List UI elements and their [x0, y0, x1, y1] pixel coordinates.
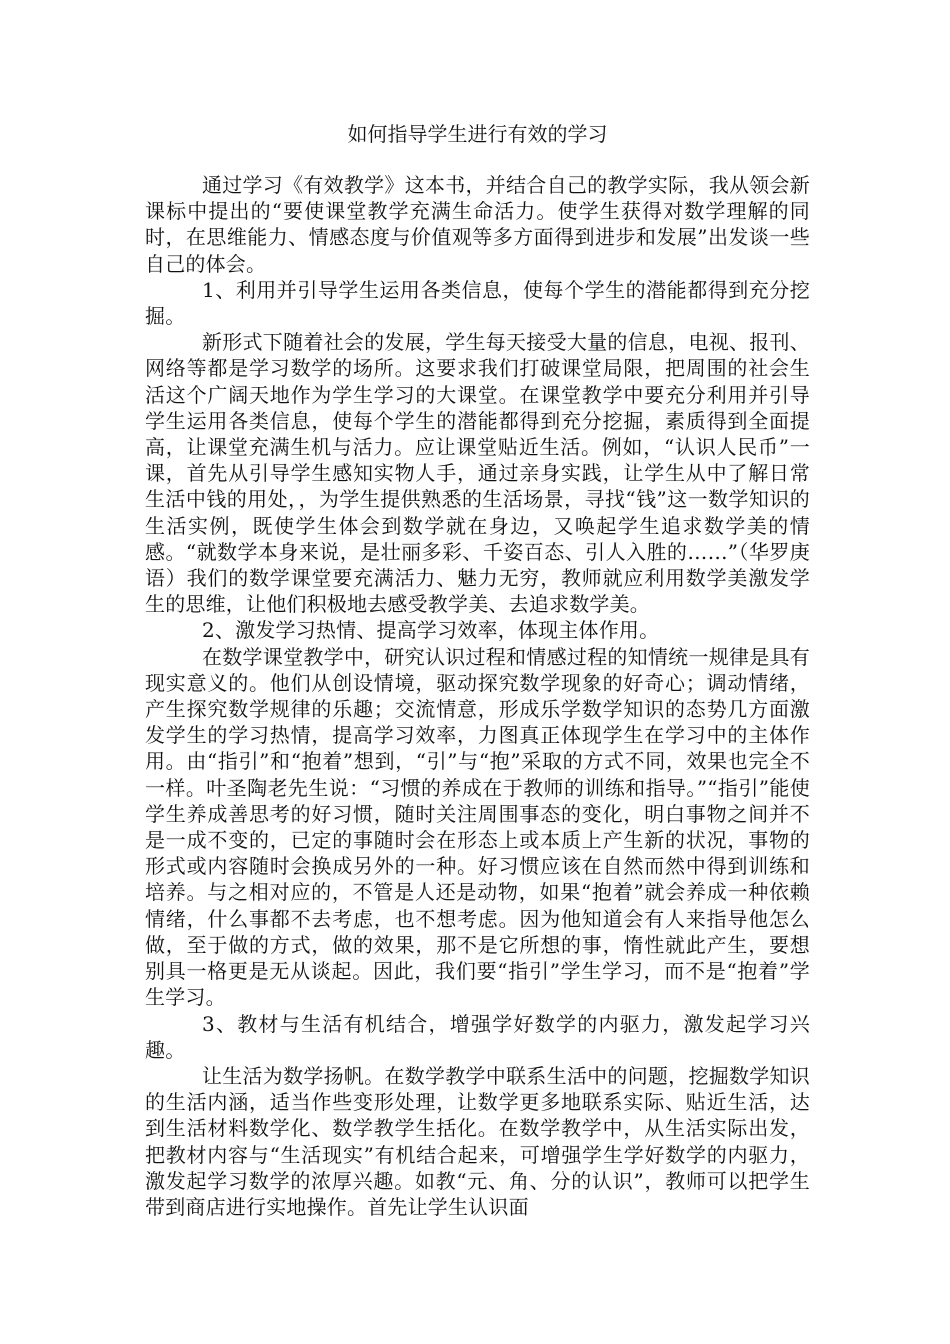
section-2-body: 在数学课堂教学中，研究认识过程和情感过程的知情统一规律是具有现实意义的。他们从创设情境，驱动探究数学现象的好奇心；调动情绪，产生探究数学规律的乐趣；交流情意，形成乐学数学知识的态势几方面激发学生的学习热情，提高学习效率，力图真正体现学生在学习中的主体作用。由“指引”和“抱着”想到，“引”与“抱”采取的方式不同，效果也完全不一样。叶圣陶老先生说：“习惯的养成在于教师的训练和指导。”“指引”能使学生养成善思考的好习惯，随时关注周围事态的变化，明白事物之间并不是一成不变的，已定的事随时会在形态上或本质上产生新的状况，事物的形式或内容随时会换成另外的一种。好习惯应该在自然而然中得到训练和培养。与之相对应的，不管是人还是动物，如果“抱着”就会养成一种依赖情绪，什么事都不去考虑，也不想考虑。因为他知道会有人来指导他怎么做，至于做的方式，做的效果，那不是它所想的事，惰性就此产生，要想别具一格更是无从谈起。因此，我们要“指引”学生学习，而不是“抱着”学生学习。: [145, 644, 810, 1010]
document-title: 如何指导学生进行有效的学习: [347, 122, 608, 146]
section-2-heading: 2、激发学习热情、提高学习效率，体现主体作用。: [202, 618, 660, 643]
section-3-body: 让生活为数学扬帆。在数学教学中联系生活中的问题，挖掘数学知识的生活内涵，适当作些变形处理，让数学更多地联系实际、贴近生活，达到生活材料数学化、数学教学生括化。在数学教学中，从生活实际出发，把教材内容与“生活现实”有机结合起来，可增强学生学好数学的内驱力，激发起学习数学的浓厚兴趣。如教“元、角、分的认识”，教师可以把学生带到商店进行实地操作。首先让学生认识面: [145, 1063, 810, 1219]
section-3-heading: 3、教材与生活有机结合，增强学好数学的内驱力，激发起学习兴趣。: [145, 1011, 810, 1062]
section-1-heading: 1、利用并引导学生运用各类信息，使每个学生的潜能都得到充分挖掘。: [145, 277, 810, 329]
section-1-body: 新形式下随着社会的发展，学生每天接受大量的信息，电视、报刊、网络等都是学习数学的场所。这要求我们打破课堂局限，把周围的社会生活这个广阔天地作为学生学习的大课堂。在课堂教学中要充分利用并引导学生运用各类信息，使每个学生的潜能都得到充分挖掘，素质得到全面提高，让课堂充满生机与活力。应让课堂贴近生活。例如，“认识人民币”一课，首先从引导学生感知实物人手，通过亲身实践，让学生从中了解日常生活中钱的用处，，为学生提供熟悉的生活场景，寻找“钱”这一数学知识的生活实例，既使学生体会到数学就在身边，又唤起学生追求数学美的情感。“就数学本身来说，是壮丽多彩、千姿百态、引人入胜的……”（华罗庚语）我们的数学课堂要充满活力、魅力无穷，教师就应利用数学美激发学生的思维，让他们积极地去感受教学美、去追求数学美。: [145, 330, 810, 617]
intro-paragraph: 通过学习《有效教学》这本书，并结合自己的教学实际，我从领会新课标中提出的“要使课堂教学充满生命活力。使学生获得对数学理解的同时，在思维能力、情感态度与价值观等多方面得到进步和发展”出发谈一些自己的体会。: [145, 173, 810, 276]
document-page: [145, 118, 810, 1220]
